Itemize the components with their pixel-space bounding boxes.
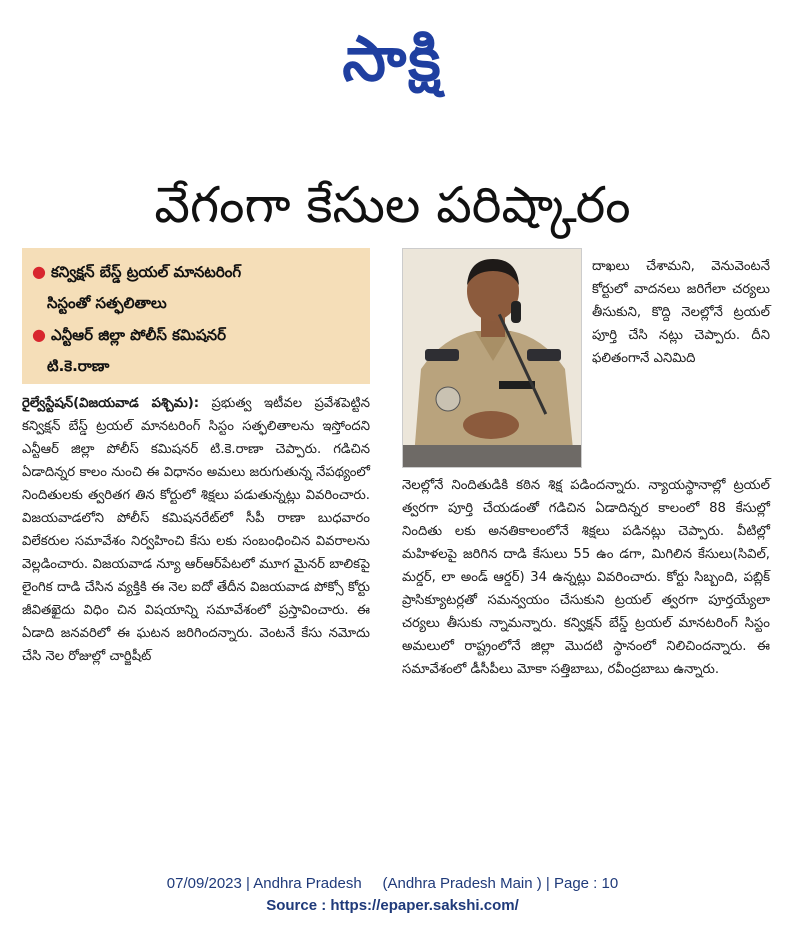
body-text: ప్రభుత్వ ఇటీవల ప్రవేశపెట్టిన కన్విక్షన్ బేస్డ్ ట్రయల్ మానటరింగ్ సిస్టం సత్ఫలితాలను ఇస్తోందని ఎన్టీఆర్ జిల్లా పోలీస్ కమిషనర్ టి.కె.రాణా చెప్పారు. గడిచిన ఏడాదిన్నర కాలం నుంచి ఈ విధానం అమలు జరుగుతున్న నేపథ్యంలో నిందితులకు త్వరితగ తిన కోర్టులో శిక్షలు పడుతున్నట్లు వివరించారు. విజయవాడలోని పోలీస్ కమిషనరేట్‌లో సీపీ రాణా బుధవారం విలేకరుల సమావేశం నిర్వహించి కేసు లకు సంబంధించిన వివరాలను వెల్లడించారు. విజయవాడ న్యూ ఆర్ఆర్‌పేటలో మూగ మైనర్ బాలికపై లైంగిక దాడి చేసిన వ్యక్తికి ఈ నెల ఐదో తేదీన విజయవాడ పోక్సో కోర్టు జీవితఖైదు విధిం చిన విషయాన్ని సమావేశంలో ప్రస్తావించారు. ఈ ఏడాది జనవరిలో ఈ ఘటన జరిగిందన్నారు. వెంటనే కేసు నమోదు చేసి నెల రోజుల్లో చార్జిషీట్ <box>22 396 370 664</box>
highlight-line: ఎన్టీఆర్ జిల్లా పోలీస్ కమిషనర్ <box>50 326 226 344</box>
footer-source-link[interactable]: Source : https://epaper.sakshi.com/ <box>266 897 519 914</box>
bullet-icon: ● <box>32 325 46 344</box>
police-officer-photo <box>402 248 582 468</box>
highlight-line: టి.కె.రాణా <box>47 357 110 375</box>
body-text: దాఖలు చేశామని, వెనువెంటనే కోర్టులో వాదనలు జరిగేలా చర్యలు తీసుకుని, కొద్ది నెలల్లోనే ట్రయల్ పూర్తి చేసి నట్లు చెప్పారు. దీని ఫలితంగానే ఎనిమిది <box>592 259 770 366</box>
highlight-line: కన్విక్షన్ బేస్డ్ ట్రయల్ మానటరింగ్ <box>50 263 242 281</box>
article-body-left <box>22 392 370 832</box>
article-body-right-top <box>592 255 770 470</box>
highlight-item <box>32 319 360 382</box>
bullet-icon: ● <box>32 262 46 281</box>
footer-info: 07/09/2023 | Andhra Pradesh (Andhra Pradesh Main ) | Page : 10 <box>166 875 619 892</box>
highlights-box <box>22 248 370 384</box>
body-text: నెలల్లోనే నిందితుడికి కఠిన శిక్ష పడిందన్నారు. న్యాయస్థానాల్లో ట్రయల్ త్వరగా పూర్తి చేయడంతో గడిచిన ఏడాదిన్నర కాలంలో 88 కేసుల్లో నిందితు లకు అనతికాలంలోనే శిక్షలు పడినట్లు చెప్పారు. వీటిల్లో మహిళలపై జరిగిన దాడి కేసులు 55 ఉం డగా, మిగిలిన కేసులు(సివిల్, మర్డర్, లా అండ్ ఆర్డర్) 34 ఉన్నట్లు వివరించారు. కోర్టు సిబ్బంది, పబ్లిక్ ప్రాసిక్యూటర్లతో సమన్వయం చేసుకుని ట్రయల్ త్వరగా పూర్తయ్యేలా చర్యలు తీసుకు న్నామన్నారు. కన్విక్షన్ బేస్డ్ ట్రయల్ మానటరింగ్ సిస్టం అమలులో రాష్ట్రంలోనే జిల్లా మొదటి స్థానంలో నిలిచిందన్నారు. ఈ సమావేశంలో డీసీపీలు మోకా సత్తిబాబు, రవీంద్రబాబు ఉన్నారు. <box>402 478 770 677</box>
sakshi-logo: సాక్షి <box>342 22 443 95</box>
dateline: రైల్వేస్టేషన్(విజయవాడ పశ్చిమ): <box>22 396 200 411</box>
article-body-right <box>402 474 770 834</box>
highlight-item <box>32 256 360 319</box>
highlight-line: సిస్టంతో సత్ఫలితాలు <box>47 294 167 312</box>
page-footer <box>0 873 785 917</box>
article-headline: వేగంగా కేసుల పరిష్కారం <box>154 176 631 234</box>
